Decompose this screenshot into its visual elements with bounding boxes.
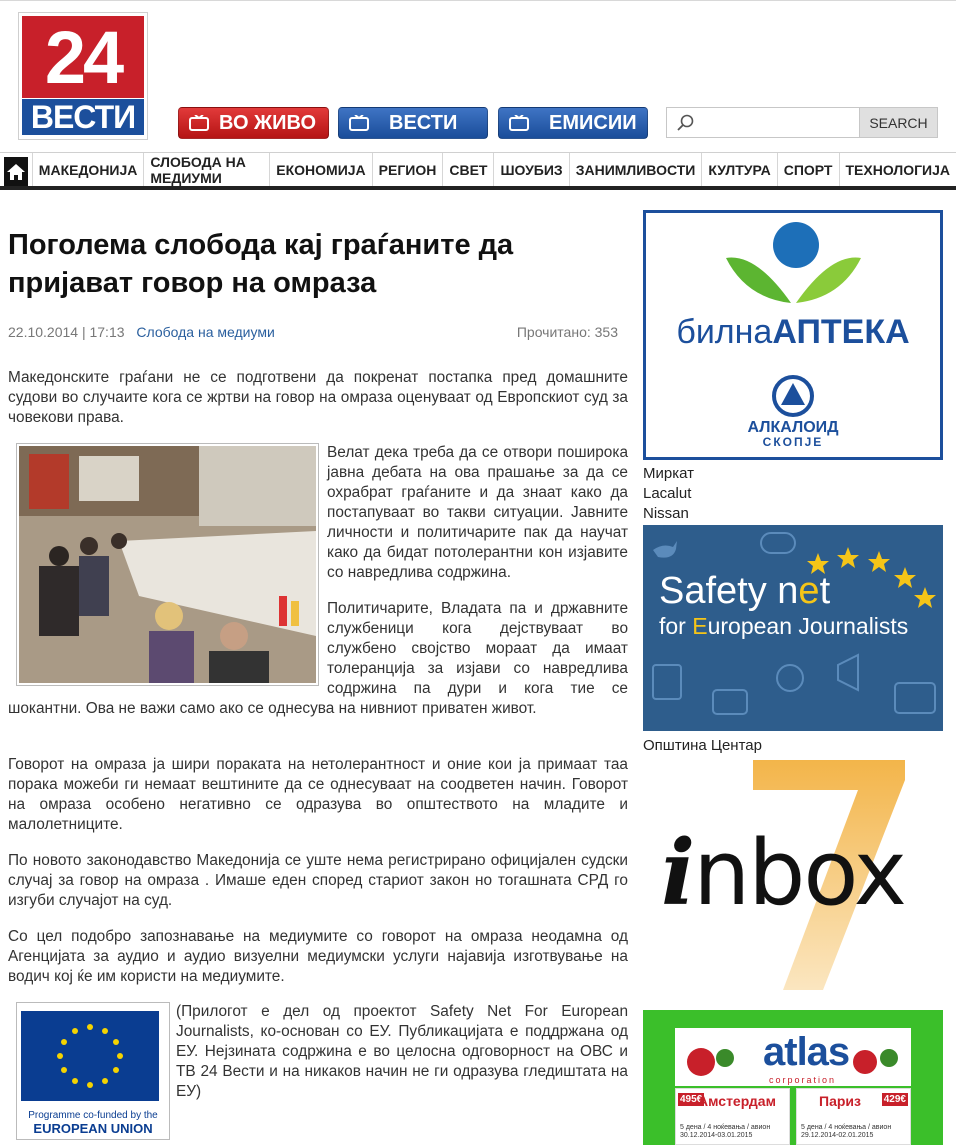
site-logo[interactable] — [18, 12, 148, 140]
pharmacy-name — [646, 313, 940, 352]
article-photo — [16, 443, 319, 686]
search-box — [666, 107, 860, 138]
trip-price: 495€ — [680, 1094, 703, 1105]
article-paragraph: Со цел подобро запознавање на медиумите со говорот на омраза неодамна од Агенцијата за аудио и аудио визуелни медиумски услуги најавија изготвување на водич кој ќе им користи на медиумите. — [8, 928, 628, 985]
safety-sub-e: E — [692, 613, 708, 639]
trip-desc: 5 дена / 4 ноќевања / авион 30.12.2014-03.01.2015 — [680, 1124, 771, 1139]
inbox-i: i — [661, 820, 694, 926]
atlas-trip-amsterdam[interactable] — [675, 1088, 790, 1145]
atlas-logo-box — [675, 1028, 911, 1086]
eu-logo-line2: EUROPEAN UNION — [33, 1121, 153, 1136]
live-button-label: ВО ЖИВО — [219, 111, 317, 134]
atlas-corporation: corporation — [769, 1075, 837, 1085]
article-category-link[interactable]: Слобода на медиуми — [136, 324, 275, 340]
atlas-trip-paris[interactable] — [796, 1088, 911, 1145]
shows-button-label: ЕМИСИИ — [549, 111, 637, 134]
safety-sub-a: for — [659, 613, 693, 639]
safety-net-ad[interactable] — [643, 525, 943, 731]
nav-item-media-freedom[interactable]: СЛОБОДА НА МЕДИУМИ — [143, 153, 269, 186]
article-paragraph: Говорот на омраза ја шири пораката на нетолерантност и оние кои ја примаат таа порака можеби ги немаат вештините да се однесуваат на соодветен начин. Говорот на омраза особено негативно се одразува во општеството на младите и малолетниците. — [8, 756, 628, 833]
article-meta — [8, 324, 618, 340]
main-nav — [0, 152, 956, 190]
nav-item-sport[interactable]: СПОРТ — [777, 153, 839, 186]
pharmacy-ad[interactable] — [643, 210, 943, 460]
article-paragraph: По новото законодавство Македонија се уште нема регистрирано официјален судски случај за говор на омраза . Имаше еден според стариот закон но тогашната СРД го изгуби случајот на суд. — [8, 852, 628, 909]
alkaloid-name-text: АЛКАЛОИД — [747, 419, 839, 436]
nav-item-curiosities[interactable]: ЗАНИМЛИВОСТИ — [569, 153, 702, 186]
trip-city: Амстердам — [698, 1093, 776, 1109]
article-date: 22.10.2014 | 17:13 — [8, 324, 125, 340]
conference-photo — [19, 446, 316, 683]
inbox7-logo — [661, 820, 905, 926]
search-icon — [675, 113, 695, 133]
inbox7-ad[interactable] — [643, 760, 943, 990]
home-icon — [6, 163, 26, 181]
search-button[interactable]: SEARCH — [859, 107, 938, 138]
safety-net-subtitle — [659, 613, 908, 640]
trip-price: 429€ — [883, 1094, 906, 1105]
safety-sub-b: uropean Journalists — [707, 613, 909, 639]
nav-item-macedonia[interactable]: МАКЕДОНИЈА — [32, 153, 144, 186]
atlas-name: atlas — [763, 1030, 850, 1074]
atlas-ad[interactable] — [643, 1010, 943, 1145]
nav-home[interactable] — [4, 157, 28, 186]
eu-disclaimer — [8, 1002, 628, 1140]
tv-icon — [509, 115, 529, 131]
inbox-rest: nbox — [693, 821, 905, 926]
shows-button[interactable] — [498, 107, 648, 139]
nav-item-world[interactable]: СВЕТ — [442, 153, 493, 186]
safety-net-title — [659, 570, 830, 612]
read-count: Прочитано: 353 — [516, 324, 618, 340]
alkaloid-city: СКОПЈЕ — [762, 435, 824, 449]
nav-item-culture[interactable]: КУЛТУРА — [701, 153, 776, 186]
tv-icon — [349, 115, 369, 131]
sidebar-link-lacalut[interactable]: Lacalut — [643, 485, 692, 502]
top-border — [0, 0, 956, 1]
alkaloid-name — [646, 421, 940, 449]
search-input[interactable] — [695, 109, 855, 137]
sidebar-link-mirkat[interactable]: Миркат — [643, 465, 694, 482]
pharmacy-name-light: билна — [676, 313, 773, 351]
live-button[interactable] — [178, 107, 329, 139]
logo-number: 24 — [22, 16, 144, 98]
eu-logo-line1: Programme co-funded by the — [28, 1110, 158, 1121]
article-paragraph: Политичарите, Владата па и државните службеници кога дејствуваат во службено својство мораат да имаат толеранција за изјави со навредлива содржина па дури и кога тие се шокантни. Ова не важи само ако се однесува на нивниот приватен живот. — [8, 600, 628, 717]
trip-city: Париз — [819, 1093, 861, 1109]
eu-logo — [16, 1002, 170, 1140]
eu-disclaimer-text: (Прилогот е дел од проектот Safety Net For European Journalists, ко-основан со ЕУ. Публикацијата е поддржана од ЕУ. Нејзината содржина е во целосна одговорност на ОВС и ТВ 24 Вести и на никаков начин не ги одразува гледиштата на ЕУ) — [176, 1003, 628, 1100]
tv-icon — [189, 115, 209, 131]
safety-title-a: Safety n — [659, 570, 799, 612]
nav-item-technology[interactable]: ТЕХНОЛОГИЈА — [839, 153, 956, 186]
alkaloid-logo-icon — [646, 371, 940, 421]
trip-desc: 5 дена / 4 ноќевања / авион 29.12.2014-02.01.2015 — [801, 1124, 892, 1139]
safety-title-b: t — [819, 570, 831, 612]
article-paragraph: Велат дека треба да се отвори поширока јавна дебата на ова прашање за да се охрабрат граѓаните и да знаат како да постапуваат во такви ситуации. Јавните личности и политичарите пак да научат како да бидат потолерантни кон изјавите со навредлива содржина. — [327, 444, 628, 581]
eu-flag-icon — [21, 1011, 159, 1101]
article-title: Поголема слобода кај граѓаните да пријават говор на омраза — [8, 229, 514, 299]
news-button-label: ВЕСТИ — [389, 111, 458, 134]
safety-title-e: e — [798, 570, 820, 612]
sidebar-link-nissan[interactable]: Nissan — [643, 505, 689, 522]
leaf-logo-icon — [646, 213, 940, 323]
logo-name: ВЕСТИ — [22, 99, 144, 135]
news-button[interactable] — [338, 107, 488, 139]
nav-item-region[interactable]: РЕГИОН — [372, 153, 443, 186]
nav-item-showbiz[interactable]: ШОУБИЗ — [493, 153, 568, 186]
article-paragraph: Македонските граѓани не се подготвени да покренат постапка пред домашните судови во случаите кога се жртви на говор на омраза оценуваат од Европскиот суд за човекови права. — [8, 369, 628, 426]
article-wrap-block — [8, 443, 628, 735]
nav-item-economy[interactable]: ЕКОНОМИЈА — [269, 153, 371, 186]
sidebar-link-centar[interactable]: Општина Центар — [643, 737, 762, 754]
pharmacy-name-bold: АПТЕКА — [772, 313, 910, 351]
